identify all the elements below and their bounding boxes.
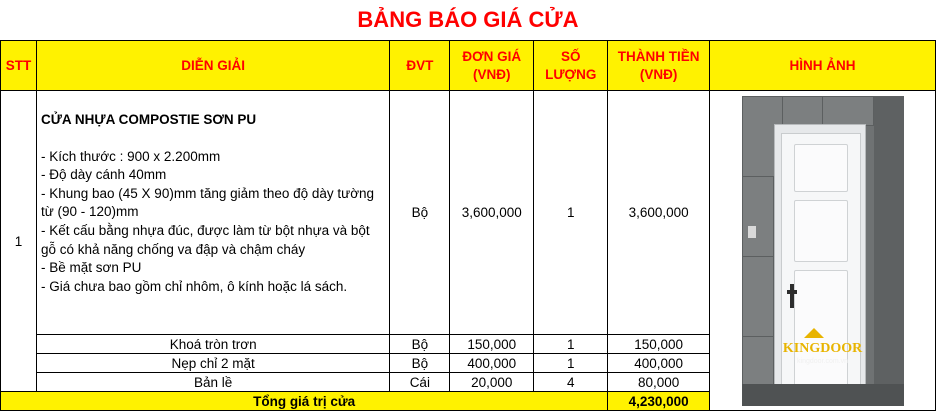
crown-logo-icon [804,328,824,338]
product-name: CỬA NHỰA COMPOSTIE SƠN PU [40,112,257,127]
accessory-qty: 1 [534,335,608,354]
accessory-unit: Bộ [390,335,450,354]
product-image-cell [710,91,936,411]
header-stt: STT [1,41,37,91]
quote-table [0,40,936,411]
header-total: THÀNH TIỀN (VNĐ) [608,41,710,91]
door-icon [781,133,861,406]
accessory-name: Bản lề [36,373,389,392]
main-item-row [1,91,936,335]
accessory-unit: Cái [390,373,450,392]
accessory-name: Nẹp chỉ 2 mặt [36,354,389,373]
accessory-unit: Bộ [390,354,450,373]
header-unit-price: ĐƠN GIÁ (VNĐ) [450,41,534,91]
grand-total-value: 4,230,000 [608,392,710,411]
header-description: DIỄN GIẢI [36,41,389,91]
spec-line: - Giá chưa bao gồm chỉ nhôm, ô kính hoặc lá sách. [40,278,348,294]
item-total: 3,600,000 [608,91,710,335]
header-image: HÌNH ẢNH [710,41,936,91]
header-unit: ĐVT [390,41,450,91]
spec-line: - Kết cấu bằng nhựa đúc, được làm từ bột nhựa và bột gỗ có khả năng chống va đập và chậm cháy [40,222,370,257]
item-quantity: 1 [534,91,608,335]
header-quantity: SỐ LƯỢNG [534,41,608,91]
item-stt: 1 [1,91,37,392]
light-switch-icon [748,226,756,238]
grand-total-label: Tổng giá trị cửa [1,392,608,411]
item-unit-price: 3,600,000 [450,91,534,335]
accessory-qty: 1 [534,354,608,373]
brand-website: kingdoor.com.vn [797,357,849,365]
accessory-name: Khoá tròn trơn [36,335,389,354]
accessory-total: 80,000 [608,373,710,392]
item-description [36,91,389,335]
spec-line: - Độ dày cánh 40mm [40,167,167,183]
spec-line: - Kích thước : 900 x 2.200mm [40,148,221,164]
spec-line: - Khung bao (45 X 90)mm tăng giảm theo độ dày tường từ (90 - 120)mm [40,185,375,220]
item-unit: Bộ [390,91,450,335]
accessory-price: 20,000 [450,373,534,392]
brand-logo: KINGDOOR [782,340,863,356]
header-row [1,41,936,91]
door-photo [742,96,904,406]
accessory-price: 400,000 [450,354,534,373]
accessory-qty: 4 [534,373,608,392]
accessory-total: 150,000 [608,335,710,354]
accessory-price: 150,000 [450,335,534,354]
accessory-total: 400,000 [608,354,710,373]
sheet-title: BẢNG BÁO GIÁ CỬA [357,7,579,32]
spec-line: - Bề mặt sơn PU [40,260,142,276]
